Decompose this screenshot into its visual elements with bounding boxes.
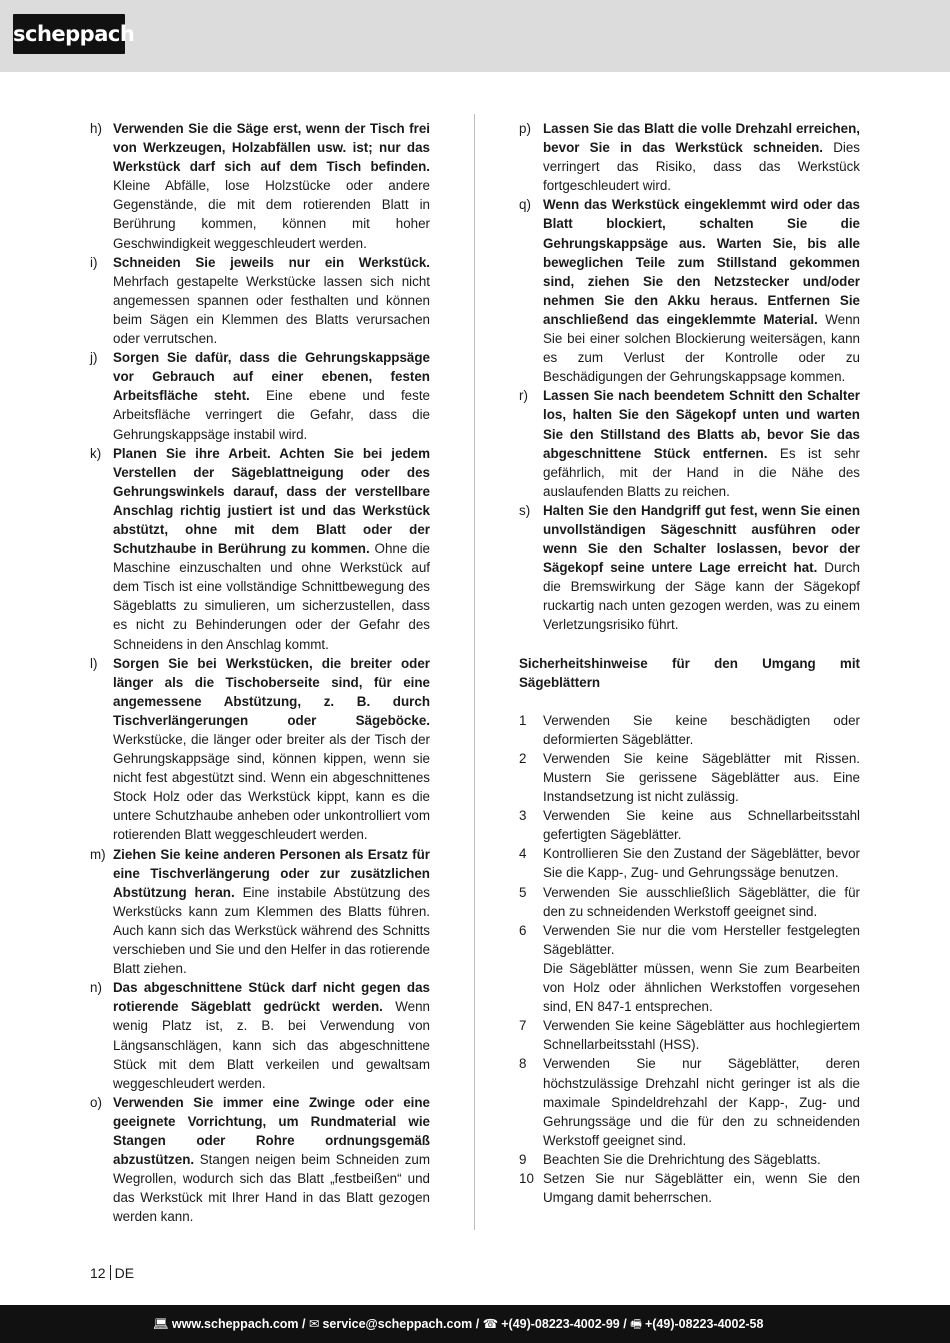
item-label: n) — [90, 980, 102, 996]
item-bold-text: Sorgen Sie dafür, dass die Gehrungskappsäge vor Gebrauch auf einer ebenen, festen Arbeitsfläche steht. — [113, 350, 430, 404]
item-text: Verwenden Sie keine beschädigten oder deformierten Sägeblätter. — [543, 712, 860, 747]
item-text-line: Verwenden Sie nur die vom Hersteller festgelegten Sägeblätter. — [543, 922, 860, 957]
item-text — [113, 444, 430, 654]
item-label: q) — [519, 197, 531, 213]
list-item — [90, 845, 430, 979]
phone-icon: ☎︎ — [482, 1317, 499, 1331]
item-body-text: Es ist sehr gefährlich, mit der Hand in die Nähe des auslaufenden Blatts zu reichen. — [543, 445, 860, 499]
header-bar — [0, 0, 950, 72]
item-text — [543, 501, 860, 635]
item-bold-text: Schneiden Sie jeweils nur ein Werkstück. — [113, 254, 430, 270]
item-bold-text: Planen Sie ihre Arbeit. Achten Sie bei jedem Verstellen der Sägeblattneigung oder des Gehrungswinkels darauf, dass der verstellbare Anschlag richtig justiert ist und das Werkstück abstützt, ohne mit dem Blatt oder der Schutzhaube in Berührung zu kommen. — [113, 445, 430, 557]
item-text: Verwenden Sie keine aus Schnellarbeitsstahl gefertigten Sägeblätter. — [543, 808, 860, 843]
item-label: s) — [519, 502, 531, 518]
list-item — [90, 1093, 430, 1227]
item-body-text: Dies verringert das Risiko, dass das Werkstück fortgeschleudert wird. — [543, 140, 860, 194]
item-label: o) — [90, 1094, 102, 1110]
item-number: 6 — [519, 922, 527, 938]
item-body-text: Durch die Bremswirkung der Säge kann der Sägekopf ruckartig nach unten gezogen werden, was zu einem Verletzungsrisiko führt. — [543, 560, 860, 633]
list-item — [90, 654, 430, 845]
right-column — [519, 119, 860, 1207]
item-text: Verwenden Sie keine Sägeblätter mit Rissen. Mustern Sie gerissene Sägeblätter aus. Eine Instandsetzung ist nicht zulässig. — [543, 750, 860, 805]
item-bold-text: Lassen Sie nach beendetem Schnitt den Schalter los, halten Sie den Sägekopf unten und warten Sie den Stillstand des Blatts ab, bevor Sie das abgeschnittene Stück entfernen. — [543, 388, 860, 461]
item-label: h) — [90, 121, 102, 136]
item-text-continuation: Die Sägeblätter müssen, wenn Sie zum Bearbeiten von Holz oder ähnlichen Werkstoffen vorgesehen sind, EN 847-1 entsprechen. — [543, 960, 860, 1015]
numbered-item — [519, 1016, 860, 1054]
column-divider — [474, 114, 475, 1230]
list-item — [519, 195, 860, 386]
item-body-text: Kleine Abfälle, lose Holzstücke oder andere Gegenstände, die mit dem rotierenden Blatt in Berührung kommen, können mit hoher Geschwindigkeit weggeschleudert werden. — [113, 178, 430, 251]
item-text — [113, 845, 430, 979]
list-item — [90, 978, 430, 1093]
list-item — [519, 501, 860, 635]
item-body-text: Wenn wenig Platz ist, z. B. bei Verwendung von Längsanschlägen, kann sich das abgeschnittene Stück mit dem Blatt verkeilen und gewaltsam weggeschleudert werden. — [113, 999, 430, 1091]
item-label: r) — [519, 388, 528, 404]
item-text — [113, 253, 430, 348]
list-item — [90, 348, 430, 443]
page-number-separator — [110, 1265, 111, 1280]
numbered-item — [519, 844, 860, 882]
item-number: 3 — [519, 808, 527, 824]
item-text: Beachten Sie die Drehrichtung des Sägeblatts. — [543, 1151, 821, 1167]
item-text: Verwenden Sie ausschließlich Sägeblätter, die für den zu schneidenden Werkstoff geeignet sind. — [543, 884, 860, 919]
item-text — [113, 348, 430, 443]
item-text — [113, 978, 430, 1093]
brand-logo: scheppach — [13, 14, 125, 54]
item-body-text: Eine instabile Abstützung des Werkstücks kann zum Klemmen des Blatts führen. Auch kann sich das Werkstück während des Schnitts verschieben und Sie und den Helfer in das rotierende Blatt ziehen. — [113, 884, 430, 977]
item-label: m) — [90, 846, 106, 862]
item-bold-text: Lassen Sie das Blatt die volle Drehzahl erreichen, bevor Sie in das Werkstück schneiden. — [543, 121, 860, 156]
numbered-item — [519, 806, 860, 844]
list-item — [519, 119, 860, 195]
item-text: Verwenden Sie keine Sägeblätter aus hochlegiertem Schnellarbeitsstahl (HSS). — [543, 1018, 860, 1053]
item-bold-text: Wenn das Werkstück eingeklemmt wird oder das Blatt blockiert, schalten Sie die Gehrungskappsäge aus. Warten Sie, bis alle beweglichen Teile zum Stillstand gekommen sind, ziehen Sie den Netzstecker und/oder nehmen Sie den Akku heraus. Entfernen Sie anschließend das eingeklemmte Material. — [543, 197, 860, 327]
item-body-text: Werkstücke, die länger oder breiter als der Tisch der Gehrungskappsäge sind, können kippen, wenn sie nicht fest abgestützt sind. Wenn ein abgeschnittenes Stock Holz oder das Werkstück kippt, kann es die untere Schutzhaube anheben oder unkontrolliert vom rotierenden Blatt weggeschleudert werden. — [113, 732, 430, 843]
footer-website[interactable]: www.scheppach.com / — [171, 1317, 306, 1331]
list-item — [90, 253, 430, 348]
item-text: Kontrollieren Sie den Zustand der Sägeblätter, bevor Sie die Kapp-, Zug- und Gehrungssäge benutzen. — [543, 846, 860, 881]
page-language: DE — [114, 1265, 135, 1281]
item-label: i) — [90, 254, 98, 270]
footer-fax: +(49)-08223-4002-58 — [644, 1317, 764, 1331]
item-body-text: Stangen neigen beim Schneiden zum Wegrollen, wodurch sich das Blatt „festbeißen“ und das Werkstück mit Ihrer Hand in das Blatt gezogen werden kann. — [113, 1152, 430, 1225]
numbered-item — [519, 711, 860, 749]
item-body-text: Ohne die Maschine einzuschalten und ohne Werkstück auf dem Tisch ist eine vollständige Schnittbewegung des Sägeblatts zu simulieren, um sicherzustellen, dass es nicht zu Behinderungen oder der Gefahr des Schneidens in den Anschlag kommt. — [113, 541, 430, 652]
item-number: 4 — [519, 846, 527, 862]
section-heading: Sicherheitshinweise für den Umgang mit Sägeblättern — [519, 655, 860, 690]
item-text — [113, 1093, 430, 1227]
numbered-item — [519, 921, 860, 1016]
item-bold-text: Halten Sie den Handgriff gut fest, wenn Sie einen unvollständigen Sägeschnitt ausführen oder wenn Sie den Schalter loslassen, bevor der Sägekopf seine untere Lage erreicht hat. — [543, 502, 860, 576]
numbered-item — [519, 1169, 860, 1207]
item-bold-text: Das abgeschnittene Stück darf nicht gegen das rotierende Sägeblatt gedrückt werden. — [113, 980, 430, 1015]
item-text — [543, 921, 860, 1016]
item-text — [543, 386, 860, 501]
item-text — [113, 654, 430, 845]
item-text — [543, 119, 860, 195]
item-label: p) — [519, 121, 531, 136]
item-bold-text: Ziehen Sie keine anderen Personen als Ersatz für eine Tischverlängerung oder zur zusätzlichen Abstützung heran. — [113, 846, 430, 900]
item-number: 8 — [519, 1056, 527, 1072]
footer-phone: +(49)-08223-4002-99 / — [501, 1317, 627, 1331]
item-number: 2 — [519, 750, 527, 766]
item-body-text: Eine ebene und feste Arbeitsfläche verringert die Gefahr, dass die Gehrungskappsäge instabil wird. — [113, 388, 430, 442]
footer-contact — [153, 1305, 763, 1343]
fax-icon: 🖷︎ — [630, 1317, 642, 1331]
page-number — [90, 1265, 134, 1281]
item-text: Verwenden Sie nur Sägeblätter, deren höchstzulässige Drehzahl nicht geringer ist als die maximale Spindeldrehzahl der Kapp-, Zug- und Gehrungssäge und die für den zu schneidenden Werkstoff geeignet sind. — [543, 1056, 860, 1148]
item-number: 7 — [519, 1018, 527, 1034]
numbered-item — [519, 1150, 860, 1169]
numbered-item — [519, 749, 860, 806]
item-bold-text: Verwenden Sie immer eine Zwinge oder eine geeignete Vorrichtung, um Rundmaterial wie Stangen oder Rohre ordnungsgemäß abzustützen. — [113, 1094, 430, 1168]
item-number: 9 — [519, 1151, 527, 1167]
list-item — [519, 386, 860, 501]
item-bold-text: Verwenden Sie die Säge erst, wenn der Tisch frei von Werkzeugen, Holzabfällen usw. ist; nur das Werkstück darf sich auf dem Tisch befinden. — [113, 121, 430, 175]
item-text — [113, 119, 430, 253]
item-body-text: Mehrfach gestapelte Werkstücke lassen sich nicht angemessen spannen oder festhalten und können beim Sägen ein Klemmen des Blatts verursachen oder verrutschen. — [113, 273, 430, 347]
item-label: k) — [90, 445, 102, 461]
item-body-text: Wenn Sie bei einer solchen Blockierung weitersägen, kann es zum Verlust der Kontrolle oder zu Beschädigungen der Gehrungskappsage kommen. — [543, 311, 860, 385]
laptop-icon: 💻︎ — [153, 1317, 169, 1331]
numbered-item — [519, 1054, 860, 1149]
item-number: 1 — [519, 712, 527, 728]
item-label: l) — [90, 655, 98, 671]
item-text: Setzen Sie nur Sägeblätter ein, wenn Sie den Umgang damit beherrschen. — [543, 1170, 860, 1206]
list-item — [90, 444, 430, 654]
item-text — [543, 195, 860, 386]
list-item — [90, 119, 430, 253]
footer-email[interactable]: service@scheppach.com / — [322, 1317, 480, 1331]
email-icon: ✉︎ — [308, 1317, 320, 1331]
page-number-value: 12 — [90, 1265, 106, 1281]
item-number: 10 — [519, 1170, 534, 1186]
left-column — [90, 119, 430, 1226]
item-bold-text: Sorgen Sie bei Werkstücken, die breiter oder länger als die Tischoberseite sind, für eine angemessene Abstützung, z. B. durch Tischverlängerungen oder Sägeböcke. — [113, 655, 430, 728]
item-label: j) — [90, 350, 98, 366]
numbered-item — [519, 883, 860, 921]
footer-bar — [0, 1305, 950, 1343]
item-number: 5 — [519, 884, 527, 900]
